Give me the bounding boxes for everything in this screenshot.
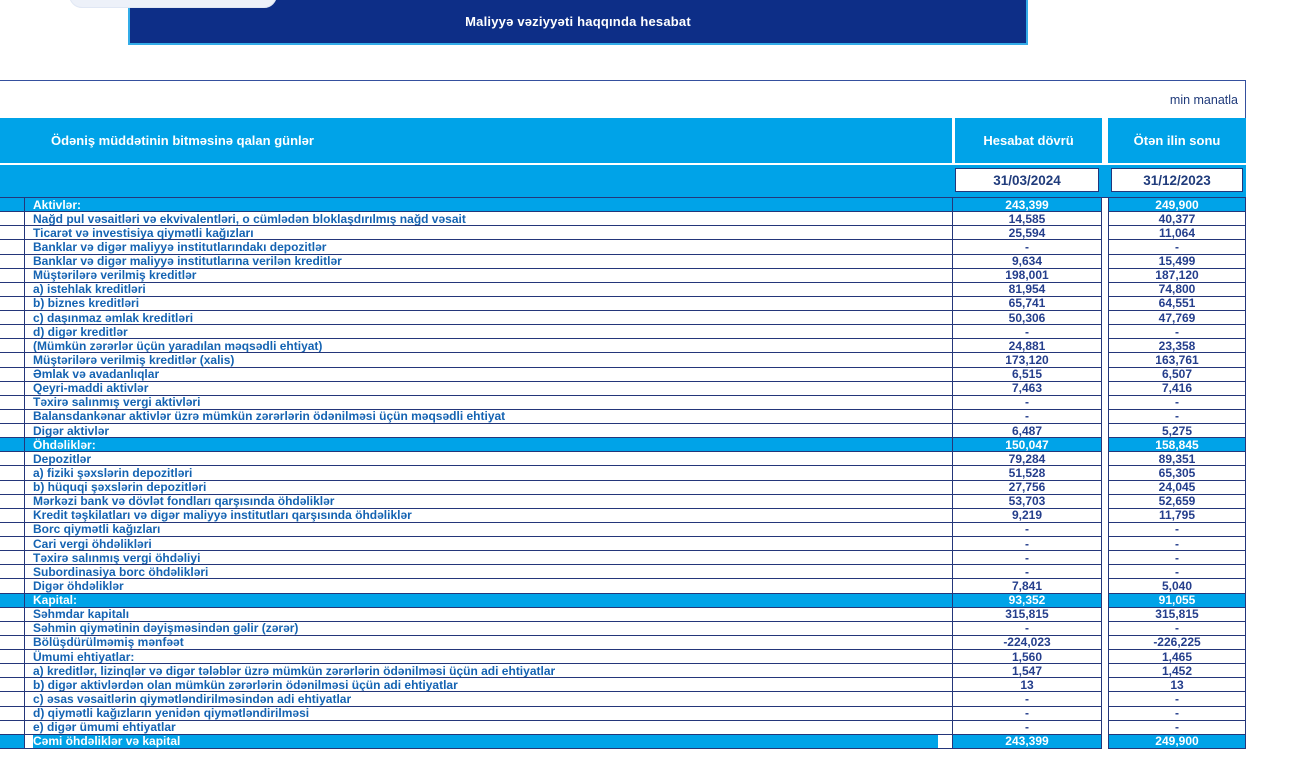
row-label: Qeyri-maddi aktivlər [25, 382, 952, 396]
row-corner-cell [0, 622, 25, 636]
row-corner-cell [0, 410, 25, 424]
row-value-2: 65,305 [1108, 466, 1246, 480]
row-corner-cell [0, 664, 25, 678]
row-value-1: - [952, 707, 1102, 721]
row-value-2: 315,815 [1108, 608, 1246, 622]
row-corner-cell [0, 396, 25, 410]
row-corner-cell [0, 339, 25, 353]
row-value-1: 27,756 [952, 481, 1102, 495]
row-label: Kapital: [25, 594, 952, 608]
row-corner-cell [0, 537, 25, 551]
row-value-2: 7,416 [1108, 382, 1246, 396]
row-value-2: 13 [1108, 678, 1246, 692]
row-value-1: - [952, 692, 1102, 706]
row-value-2: 5,275 [1108, 424, 1246, 438]
row-label: Səhmin qiymətinin dəyişməsindən gəlir (zərər) [25, 622, 952, 636]
row-label: Səhmdar kapitalı [25, 608, 952, 622]
row-label: Banklar və digər maliyyə institutlarına verilən kreditlər [25, 255, 952, 269]
row-value-2: 1,465 [1108, 650, 1246, 664]
row-value-1: 7,841 [952, 579, 1102, 593]
row-value-2: 11,064 [1108, 226, 1246, 240]
row-value-1: 93,352 [952, 594, 1102, 608]
table-row [0, 509, 1246, 523]
table-row [0, 523, 1246, 537]
table-row [0, 269, 1246, 283]
date-row [0, 165, 1246, 197]
table-row [0, 283, 1246, 297]
row-value-2: - [1108, 692, 1246, 706]
table-row [0, 353, 1246, 367]
row-value-2: - [1108, 721, 1246, 735]
table-row [0, 311, 1246, 325]
row-corner-cell [0, 452, 25, 466]
row-corner-cell [0, 735, 25, 749]
row-corner-cell [0, 311, 25, 325]
table-row [0, 212, 1246, 226]
row-corner-cell [0, 466, 25, 480]
row-label: Bölüşdürülməmiş mənfəət [25, 636, 952, 650]
row-corner-cell [0, 255, 25, 269]
row-value-1: 50,306 [952, 311, 1102, 325]
row-value-1: 25,594 [952, 226, 1102, 240]
row-label: Banklar və digər maliyyə institutlarındakı depozitlər [25, 240, 952, 254]
row-label: Ticarət və investisiya qiymətli kağızları [25, 226, 952, 240]
row-value-2: - [1108, 410, 1246, 424]
row-label: Cari vergi öhdəlikləri [25, 537, 952, 551]
row-value-1: 24,881 [952, 339, 1102, 353]
row-value-1: 1,560 [952, 650, 1102, 664]
row-value-2: - [1108, 707, 1246, 721]
date-label-cell [25, 165, 952, 197]
row-label: Təxirə salınmış vergi aktivləri [25, 396, 952, 410]
row-label: Müştərilərə verilmiş kreditlər (xalis) [25, 353, 952, 367]
row-corner-cell [0, 551, 25, 565]
row-value-1: 65,741 [952, 297, 1102, 311]
row-value-1: 243,399 [952, 735, 1102, 749]
section-row [0, 198, 1246, 212]
header-corner-cell [0, 118, 25, 163]
row-value-1: 315,815 [952, 608, 1102, 622]
row-value-1: - [952, 325, 1102, 339]
table-row [0, 636, 1246, 650]
header-col1-cell: Hesabat dövrü [952, 118, 1102, 163]
row-value-2: 158,845 [1108, 438, 1246, 452]
row-corner-cell [0, 692, 25, 706]
table-body [0, 197, 1246, 749]
date-corner-cell [0, 165, 25, 197]
row-corner-cell [0, 495, 25, 509]
row-value-1: 6,515 [952, 368, 1102, 382]
row-corner-cell [0, 650, 25, 664]
table-header-row [0, 118, 1246, 165]
row-label: Digər öhdəliklər [25, 579, 952, 593]
row-value-2: - [1108, 240, 1246, 254]
row-value-1: - [952, 721, 1102, 735]
row-label: Subordinasiya borc öhdəlikləri [25, 565, 952, 579]
table-row [0, 551, 1246, 565]
row-corner-cell [0, 594, 25, 608]
row-corner-cell [0, 721, 25, 735]
row-label: c) əsas vəsaitlərin qiymətləndirilməsindən adi ehtiyatlar [25, 692, 952, 706]
row-value-2: 24,045 [1108, 481, 1246, 495]
row-label: (Mümkün zərərlər üçün yaradılan məqsədli ehtiyat) [25, 339, 952, 353]
table-row [0, 297, 1246, 311]
row-corner-cell [0, 636, 25, 650]
row-label: Öhdəliklər: [25, 438, 952, 452]
table-row [0, 650, 1246, 664]
row-label: a) fiziki şəxslərin depozitləri [25, 466, 952, 480]
section-row [0, 438, 1246, 452]
period-date-col2: 31/12/2023 [1111, 168, 1243, 192]
row-label: b) hüquqi şəxslərin depozitləri [25, 481, 952, 495]
row-label: d) digər kreditlər [25, 325, 952, 339]
table-row [0, 579, 1246, 593]
table-row [0, 424, 1246, 438]
row-value-2: - [1108, 523, 1246, 537]
table-row [0, 240, 1246, 254]
row-label: a) istehlak kreditləri [25, 283, 952, 297]
row-value-1: 150,047 [952, 438, 1102, 452]
table-row [0, 565, 1246, 579]
row-value-1: 79,284 [952, 452, 1102, 466]
table-row [0, 396, 1246, 410]
row-corner-cell [0, 368, 25, 382]
row-value-2: 163,761 [1108, 353, 1246, 367]
row-label: b) digər aktivlərdən olan mümkün zərərlərin ödənilməsi üçün adi ehtiyatlar [25, 678, 952, 692]
row-value-1: 9,219 [952, 509, 1102, 523]
row-corner-cell [0, 608, 25, 622]
row-value-1: 51,528 [952, 466, 1102, 480]
header-col2-cell: Ötən ilin sonu [1108, 118, 1246, 163]
table-row [0, 325, 1246, 339]
row-label: a) kreditlər, lizinqlər və digər tələblər üzrə mümkün zərərlərin ödənilməsi üçün adi ehtiyatlar [25, 664, 952, 678]
unit-label: min manatla [1169, 92, 1238, 107]
row-corner-cell [0, 565, 25, 579]
row-label: c) daşınmaz əmlak kreditləri [25, 311, 952, 325]
row-label: Mərkəzi bank və dövlət fondları qarşısında öhdəliklər [25, 495, 952, 509]
balance-sheet-table [0, 80, 1246, 749]
table-row [0, 255, 1246, 269]
row-label: Ümumi ehtiyatlar: [25, 650, 952, 664]
row-label: Müştərilərə verilmiş kreditlər [25, 269, 952, 283]
row-value-2: 64,551 [1108, 297, 1246, 311]
row-value-1: -224,023 [952, 636, 1102, 650]
row-value-1: 198,001 [952, 269, 1102, 283]
row-value-2: 74,800 [1108, 283, 1246, 297]
row-value-1: 14,585 [952, 212, 1102, 226]
row-value-1: 243,399 [952, 198, 1102, 212]
row-value-1: - [952, 410, 1102, 424]
table-row [0, 664, 1246, 678]
row-value-1: - [952, 551, 1102, 565]
row-corner-cell [0, 325, 25, 339]
row-value-1: - [952, 622, 1102, 636]
row-value-1: 1,547 [952, 664, 1102, 678]
row-value-2: -226,225 [1108, 636, 1246, 650]
row-corner-cell [0, 353, 25, 367]
row-corner-cell [0, 424, 25, 438]
row-label: Digər aktivlər [25, 424, 952, 438]
row-value-1: - [952, 537, 1102, 551]
row-corner-cell [0, 226, 25, 240]
row-label: Borc qiymətli kağızları [25, 523, 952, 537]
corner-tab[interactable] [69, 0, 277, 8]
row-label: d) qiymətli kağızların yenidən qiymətləndirilməsi [25, 707, 952, 721]
row-label: Əmlak və avadanlıqlar [25, 368, 952, 382]
row-label: Kredit təşkilatları və digər maliyyə institutları qarşısında öhdəliklər [25, 509, 952, 523]
row-value-1: 13 [952, 678, 1102, 692]
row-label: Aktivlər: [25, 198, 952, 212]
row-value-2: 89,351 [1108, 452, 1246, 466]
row-corner-cell [0, 438, 25, 452]
table-row [0, 692, 1246, 706]
table-row [0, 339, 1246, 353]
row-label: b) biznes kreditləri [25, 297, 952, 311]
row-value-1: 173,120 [952, 353, 1102, 367]
row-corner-cell [0, 678, 25, 692]
row-value-1: 9,634 [952, 255, 1102, 269]
row-value-2: 40,377 [1108, 212, 1246, 226]
row-corner-cell [0, 212, 25, 226]
row-corner-cell [0, 283, 25, 297]
row-value-2: 47,769 [1108, 311, 1246, 325]
row-value-1: 53,703 [952, 495, 1102, 509]
table-row [0, 537, 1246, 551]
row-corner-cell [0, 297, 25, 311]
table-row [0, 226, 1246, 240]
row-corner-cell [0, 382, 25, 396]
row-label: e) digər ümumi ehtiyatlar [25, 721, 952, 735]
row-corner-cell [0, 481, 25, 495]
row-value-2: 249,900 [1108, 735, 1246, 749]
row-corner-cell [0, 240, 25, 254]
row-value-1: 6,487 [952, 424, 1102, 438]
row-value-2: - [1108, 565, 1246, 579]
row-value-2: 1,452 [1108, 664, 1246, 678]
row-value-1: - [952, 565, 1102, 579]
row-value-2: 52,659 [1108, 495, 1246, 509]
row-value-1: 81,954 [952, 283, 1102, 297]
row-value-1: 7,463 [952, 382, 1102, 396]
table-row [0, 721, 1246, 735]
row-value-2: - [1108, 325, 1246, 339]
row-value-2: 249,900 [1108, 198, 1246, 212]
row-value-2: - [1108, 551, 1246, 565]
row-label: Nağd pul vəsaitləri və ekvivalentləri, o cümlədən bloklaşdırılmış nağd vəsait [25, 212, 952, 226]
table-row [0, 495, 1246, 509]
row-value-2: 91,055 [1108, 594, 1246, 608]
row-corner-cell [0, 579, 25, 593]
total-row [0, 735, 1246, 749]
table-row [0, 707, 1246, 721]
table-row [0, 622, 1246, 636]
row-label: Cəmi öhdəliklər və kapital [25, 735, 952, 749]
row-value-2: - [1108, 396, 1246, 410]
row-value-2: 11,795 [1108, 509, 1246, 523]
row-label: Depozitlər [25, 452, 952, 466]
row-value-1: - [952, 523, 1102, 537]
report-title: Maliyyə vəziyyəti haqqında hesabat [465, 14, 691, 29]
table-row [0, 481, 1246, 495]
row-label: Balansdankənar aktivlər üzrə mümkün zərərlərin ödənilməsi üçün məqsədli ehtiyat [25, 410, 952, 424]
table-row [0, 452, 1246, 466]
row-value-2: 187,120 [1108, 269, 1246, 283]
header-label-cell: Ödəniş müddətinin bitməsinə qalan günlər [25, 118, 952, 163]
row-corner-cell [0, 707, 25, 721]
row-label: Təxirə salınmış vergi öhdəliyi [25, 551, 952, 565]
row-corner-cell [0, 523, 25, 537]
row-value-2: 15,499 [1108, 255, 1246, 269]
period-date-col1: 31/03/2024 [955, 168, 1099, 192]
row-value-2: - [1108, 622, 1246, 636]
row-corner-cell [0, 509, 25, 523]
table-row [0, 608, 1246, 622]
row-corner-cell [0, 269, 25, 283]
table-row [0, 410, 1246, 424]
row-corner-cell [0, 198, 25, 212]
row-value-1: - [952, 240, 1102, 254]
unit-strip [0, 80, 1246, 118]
table-row [0, 368, 1246, 382]
row-value-1: - [952, 396, 1102, 410]
table-row [0, 466, 1246, 480]
row-value-2: 6,507 [1108, 368, 1246, 382]
table-row [0, 678, 1246, 692]
row-value-2: 23,358 [1108, 339, 1246, 353]
table-row [0, 382, 1246, 396]
row-value-2: - [1108, 537, 1246, 551]
section-row [0, 594, 1246, 608]
row-value-2: 5,040 [1108, 579, 1246, 593]
